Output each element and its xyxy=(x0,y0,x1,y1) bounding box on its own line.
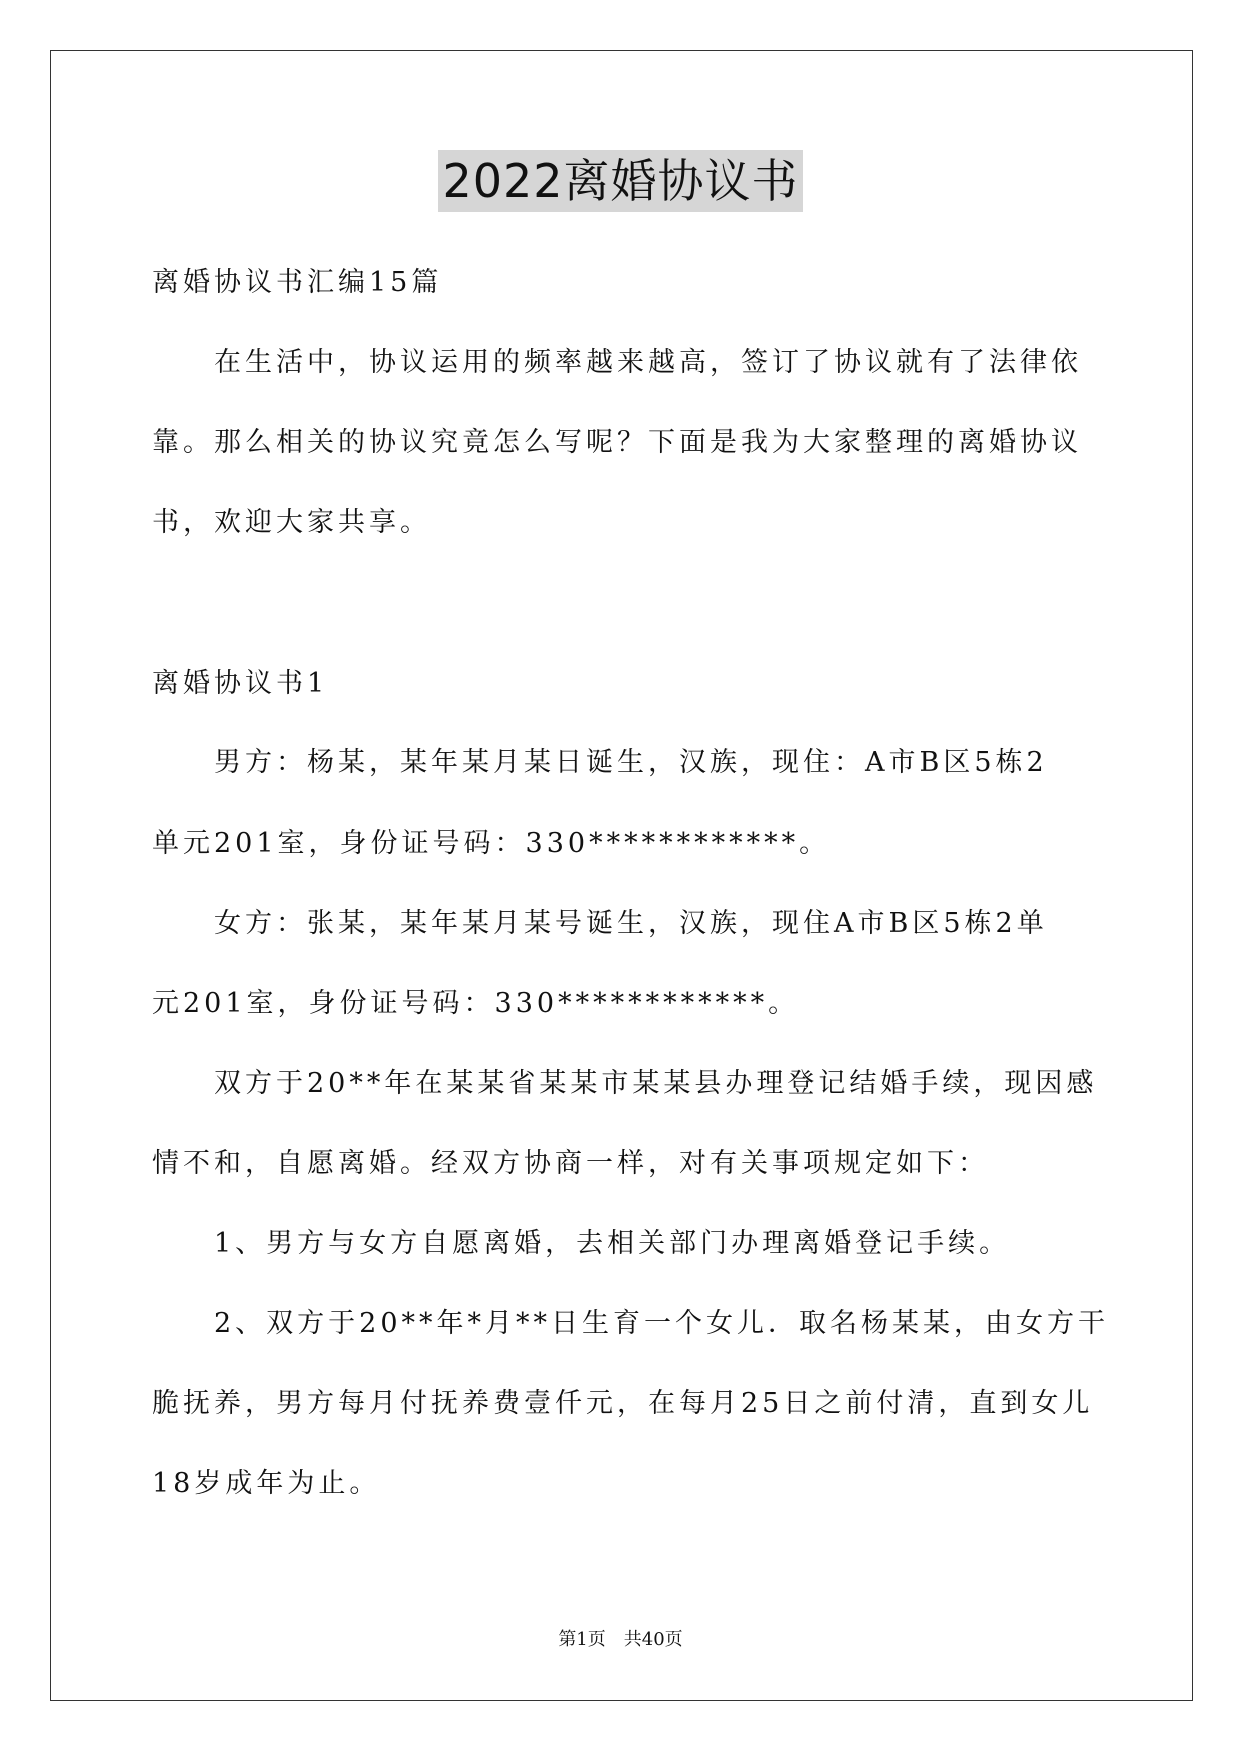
body-line-2: 单元201室，身份证号码：330************。 xyxy=(152,828,831,859)
section-heading: 离婚协议书1 xyxy=(152,668,329,699)
title-wrap xyxy=(0,150,1241,212)
body-line-4: 元201室，身份证号码：330************。 xyxy=(152,988,800,1019)
body-line-9: 脆抚养，男方每月付抚养费壹仟元，在每月25日之前付清，直到女儿 xyxy=(152,1388,1094,1419)
body-line-1: 男方：杨某，某年某月某日诞生，汉族，现住：A市B区5栋2 xyxy=(214,747,1048,778)
body-line-10: 18岁成年为止。 xyxy=(152,1468,381,1499)
body-line-6: 情不和，自愿离婚。经双方协商一样，对有关事项规定如下： xyxy=(152,1148,989,1179)
intro-line-3: 书，欢迎大家共享。 xyxy=(152,507,431,538)
body-line-8: 2、双方于20**年*月**日生育一个女儿．取名杨某某，由女方干 xyxy=(214,1308,1110,1339)
body-line-7: 1、男方与女方自愿离婚，去相关部门办理离婚登记手续。 xyxy=(214,1228,1011,1259)
intro-line-2: 靠。那么相关的协议究竟怎么写呢？下面是我为大家整理的离婚协议 xyxy=(152,427,1082,458)
body-line-3: 女方：张某，某年某月某号诞生，汉族，现住A市B区5栋2单 xyxy=(214,908,1048,939)
document-title: 2022离婚协议书 xyxy=(438,150,802,212)
body-line-5: 双方于20**年在某某省某某市某某县办理登记结婚手续，现因感 xyxy=(214,1068,1098,1099)
document-subtitle: 离婚协议书汇编15篇 xyxy=(152,267,443,298)
intro-line-1: 在生活中，协议运用的频率越来越高，签订了协议就有了法律依 xyxy=(214,347,1082,378)
page-footer xyxy=(0,1627,1241,1653)
page-number: 第1页 xyxy=(558,1629,606,1650)
page-total: 共40页 xyxy=(623,1629,683,1650)
